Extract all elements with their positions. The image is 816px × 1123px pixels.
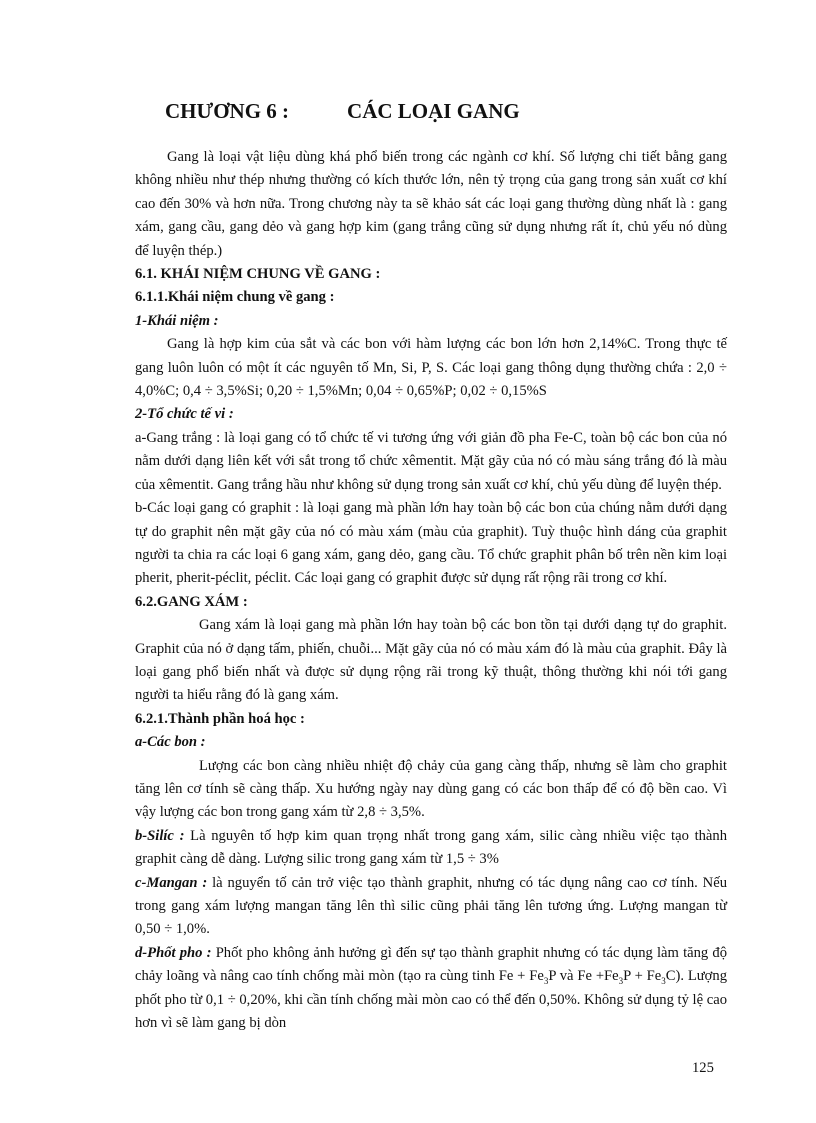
cac-bon-heading: a-Các bon :	[135, 734, 206, 751]
chapter-name: CÁC LOẠI GANG	[347, 99, 520, 123]
silic-label: b-Silíc :	[135, 827, 185, 844]
photpho-text-1: Phốt pho không ảnh hưởng gì đến sự tạo thành graphit nhưng có tác dụng làm tăng độ chảy loãng và nâng cao tính chống mài mòn (tạo ra cùng tinh Fe + Fe	[135, 944, 727, 985]
khai-niem-paragraph: Gang là hợp kim của sắt và các bon với hàm lượng các bon lớn hơn 2,14%C. Trong thực tế gang luôn luôn có một ít các nguyên tố Mn, Si, P, S. Các loại gang thông dụng thường chứa : 2,0 ÷ 4,0%C; 0,4 ÷ 3,5%Si; 0,20 ÷ 1,5%Mn; 0,04 ÷ 0,65%P; 0,02 ÷ 0,15%S	[135, 336, 727, 400]
photpho-paragraph	[135, 942, 727, 1036]
section-6-1-heading: 6.1. KHÁI NIỆM CHUNG VỀ GANG :	[135, 266, 381, 283]
chapter-number: CHƯƠNG 6 :	[165, 99, 290, 123]
intro-paragraph: Gang là loại vật liệu dùng khá phổ biến trong các ngành cơ khí. Số lượng chi tiết bằng gang không nhiều như thép nhưng thường có kích thước lớn, nên tỷ trọng của gang trong sản xuất cơ khí cao đến 30% và hơn nữa. Trong chương này ta sẽ khảo sát các loại gang thường dùng nhất là : gang xám, gang cầu, gang dẻo và gang hợp kim (gang trắng cũng sử dụng nhưng rất ít, chủ yếu nó dùng để luyện thép.)	[135, 149, 727, 259]
silic-paragraph	[135, 825, 727, 872]
mangan-text: là nguyển tố cản trở việc tạo thành graphit, nhưng có tác dụng nâng cao cơ tính. Nếu trong gang xám lượng mangan tăng lên thì silic cũng phải tăng lên tương ứng. Lượng mangan từ 0,50 ÷ 1,0%.	[135, 874, 727, 938]
page-body	[135, 146, 727, 1035]
khai-niem-heading: 1-Khái niệm :	[135, 312, 219, 329]
cac-bon-paragraph: Lượng các bon càng nhiều nhiệt độ chảy của gang càng thấp, nhưng sẽ làm cho graphit tăng lên cơ tính sẽ càng thấp. Xu hướng ngày nay dùng gang có các bon thấp để có độ bền cao. Vì vậy lượng các bon trong gang xám từ 2,8 ÷ 3,5%.	[135, 757, 727, 821]
photpho-text-3: P + Fe	[623, 968, 662, 985]
photpho-subscript-3: 3	[661, 976, 666, 987]
photpho-text-4: C). Lượng phốt pho từ 0,1 ÷ 0,20%, khi cần tính chống mài mòn cao có thể đến 0,50%. Không sử dụng tỷ lệ cao hơn vì sẽ làm gang bị dòn	[135, 968, 727, 1032]
photpho-subscript-2: 3	[618, 976, 624, 987]
to-chuc-heading: 2-Tổ chức tế vi :	[135, 406, 234, 423]
page-number: 125	[692, 1060, 714, 1076]
photpho-subscript-1: 3	[543, 976, 549, 987]
silic-text: Là nguyên tố hợp kim quan trọng nhất trong gang xám, silic càng nhiều việc tạo thành graphit càng dễ dàng. Lượng silic trong gang xám từ 1,5 ÷ 3%	[135, 827, 727, 868]
section-6-1-1-heading: 6.1.1.Khái niệm chung về gang :	[135, 289, 335, 306]
chapter-title	[165, 96, 520, 126]
section-6-2-1-heading: 6.2.1.Thành phần hoá học :	[135, 710, 305, 727]
gang-graphit-paragraph: b-Các loại gang có graphit : là loại gang mà phần lớn hay toàn bộ các bon của chúng nằm dưới dạng tự do graphit nên mặt gãy của nó có màu xám (màu của graphit). Tuỳ thuộc hình dáng của graphit người ta chia ra các loại 6 gang xám, gang dẻo, gang cầu. Tổ chức graphit phân bố trên nền kim loại pherit, pherit-péclit, péclit. Các loại gang có graphit được sử dụng rất rộng rãi trong cơ khí.	[135, 500, 727, 587]
photpho-label: d-Phốt pho :	[135, 944, 212, 961]
mangan-label: c-Mangan :	[135, 874, 208, 891]
photpho-text-2: P và Fe +Fe	[548, 968, 619, 985]
mangan-paragraph	[135, 872, 727, 942]
gang-xam-paragraph: Gang xám là loại gang mà phần lớn hay toàn bộ các bon tồn tại dưới dạng tự do graphit. Graphit của nó ở dạng tấm, phiến, chuỗi... Mặt gãy của nó có màu xám đó là màu của graphit. Đây là loại gang phổ biến nhất và được sử dụng rộng rãi trong kỹ thuật, thông thường khi nói tới gang người ta hiểu rằng đó là gang xám.	[135, 617, 727, 704]
gang-trang-paragraph: a-Gang trắng : là loại gang có tổ chức tế vi tương ứng với giản đồ pha Fe-C, toàn bộ các bon của nó nằm dưới dạng liên kết với sắt trong tổ chức xêmentit. Mặt gãy của nó có màu sáng trắng đó là màu của xêmentit. Gang trắng hầu như không sử dụng trong sản xuất cơ khí, chủ yếu dùng để luyện thép.	[135, 429, 727, 493]
section-6-2-heading: 6.2.GANG XÁM :	[135, 593, 248, 610]
